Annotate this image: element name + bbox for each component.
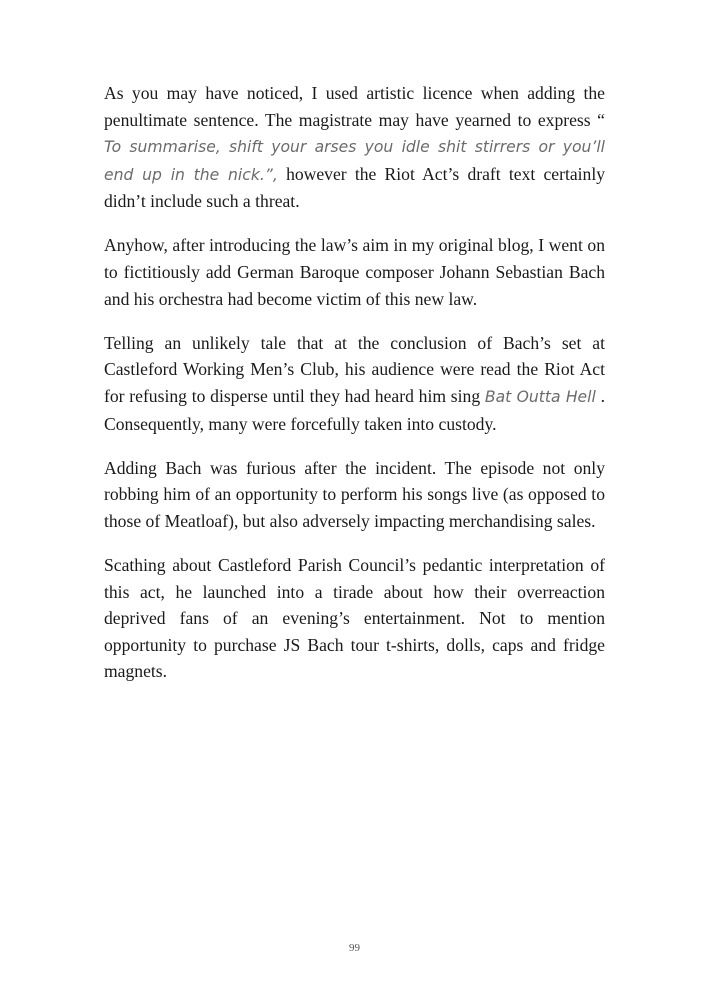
paragraph-1-trail: however the Riot Act’s draft text certainly didn’t include such a threat. — [104, 163, 606, 212]
page-number: 99 — [349, 942, 360, 954]
paragraph-3 — [104, 330, 605, 437]
song-title: Bat Outta Hell — [484, 387, 596, 406]
paragraph-2: Anyhow, after introducing the law’s aim in my original blog, I went on to fictitiously add German Baroque composer Johann Sebastian Bach and his orchestra had become victim of this new law. — [104, 235, 605, 309]
paragraph-3-lead: Telling an unlikely tale that at the conclusion of Bach’s set at Castleford Working Men’s Club, his audience were read the Riot Act for refusing to disperse until they had heard him sing — [104, 332, 605, 406]
paragraph-5: Scathing about Castleford Parish Council’s pedantic interpretation of this act, he launched into a tirade about how their overreaction deprived fans of an evening’s entertainment. Not to mention opportunity to purchase JS Bach tour t-shirts, dolls, caps and fridge magnets. — [104, 554, 605, 682]
body-text — [104, 80, 605, 702]
paragraph-4: Adding Bach was furious after the incident. The episode not only robbing him of an opportunity to perform his songs live (as opposed to those of Meatloaf), but also adversely impacting merchandising sales. — [104, 457, 605, 531]
magistrate-quote: To summarise, shift your arses you idle shit stirrers or you’ll end up in the nick.”, — [104, 138, 605, 184]
paragraph-1-lead: As you may have noticed, I used artistic licence when adding the penultimate sentence. The magistrate may have yearned to express “ — [104, 83, 605, 130]
paragraph-1 — [104, 80, 605, 215]
paragraph-3-trail: . Consequently, many were forcefully taken into custody. — [104, 385, 605, 434]
